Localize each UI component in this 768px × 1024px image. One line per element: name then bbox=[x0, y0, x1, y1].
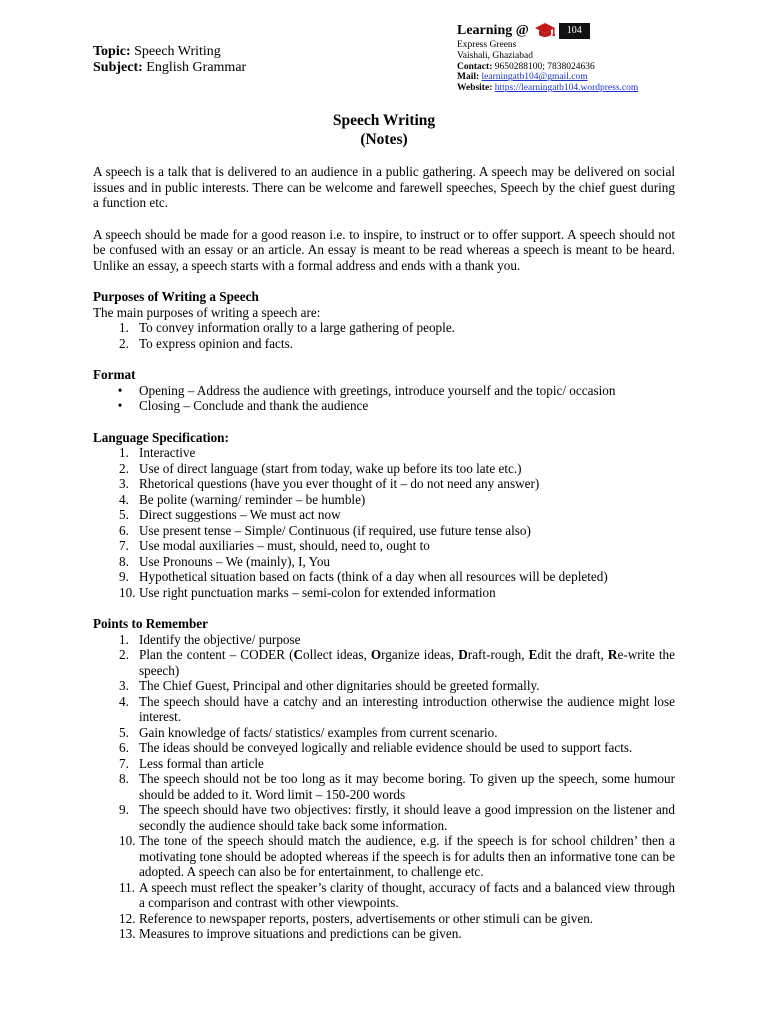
subject-value: English Grammar bbox=[146, 60, 247, 75]
list-item-text: Gain knowledge of facts/ statistics/ examples from current scenario. bbox=[139, 724, 498, 740]
list-item: 6. Use present tense – Simple/ Continuous (if required, use future tense also) bbox=[93, 523, 675, 539]
list-item: 1. Identify the objective/ purpose bbox=[93, 632, 675, 648]
list-item-text: Opening – Address the audience with greetings, introduce yourself and the topic/ occasion bbox=[139, 382, 616, 398]
list-item bbox=[93, 398, 675, 414]
list-item: 2. To express opinion and facts. bbox=[93, 336, 675, 352]
list-item: 3. The Chief Guest, Principal and other dignitaries should be greeted formally. bbox=[93, 678, 675, 694]
language-list bbox=[93, 445, 675, 600]
mail-label: Mail: bbox=[457, 72, 480, 83]
purposes-lead: The main purposes of writing a speech are: bbox=[93, 304, 321, 320]
list-item-text: Closing – Conclude and thank the audience bbox=[139, 398, 369, 413]
list-item-text: Use Pronouns – We (mainly), I, You bbox=[139, 553, 331, 569]
list-item-text: Be polite (warning/ reminder – be humble) bbox=[139, 491, 366, 507]
address-line-2: Vaishali, Ghaziabad bbox=[457, 50, 533, 61]
mail-link[interactable]: learningatb104@gmail.com bbox=[481, 72, 588, 83]
list-item: 2. Use of direct language (start from today, wake up before its too late etc.) bbox=[93, 461, 675, 477]
list-item: 5. Gain knowledge of facts/ statistics/ examples from current scenario. bbox=[93, 725, 675, 741]
topic-subject-block bbox=[93, 44, 246, 76]
topic-value: Speech Writing bbox=[134, 44, 221, 59]
website-link[interactable]: https://learningatb104.wordpress.com bbox=[494, 83, 639, 94]
list-item-text: The speech should have a catchy and an interesting introduction otherwise the audience might lose interest. bbox=[139, 693, 675, 724]
brand-block bbox=[457, 22, 638, 94]
list-item: 8. The speech should not be too long as it may become boring. To given up the speech, some humour should be added to it. Word limit – 150-200 words bbox=[119, 771, 675, 802]
list-item: 11. A speech must reflect the speaker’s clarity of thought, accuracy of facts and a balanced view through a comparison and contrast with other viewpoints. bbox=[119, 879, 675, 910]
contact-label: Contact: bbox=[457, 61, 493, 72]
contact-line bbox=[457, 62, 638, 73]
format-heading: Format bbox=[93, 367, 136, 382]
language-heading: Language Specification: bbox=[93, 429, 229, 445]
website-label: Website: bbox=[457, 83, 493, 94]
intro-paragraph-1: A speech is a talk that is delivered to an audience in a public gathering. A speech may be delivered on social issues and in public interests. There can be welcome and farewell speeches, Speech by the chief guest during a function etc. bbox=[93, 164, 675, 210]
document-title bbox=[0, 111, 768, 149]
list-item: 8. Use Pronouns – We (mainly), I, You bbox=[93, 554, 675, 570]
mail-line bbox=[457, 72, 638, 83]
list-item: 2. Plan the content – CODER (Collect ideas, Organize ideas, Draft-rough, Edit the draft, Re-write the speech) bbox=[119, 647, 675, 678]
list-item: 7. Use modal auxiliaries – must, should, need to, ought to bbox=[93, 538, 675, 554]
list-item-text: To express opinion and facts. bbox=[139, 335, 293, 351]
list-item-text: Direct suggestions – We must act now bbox=[139, 507, 341, 522]
list-item: 4. The speech should have a catchy and an interesting introduction otherwise the audience might lose interest. bbox=[119, 693, 675, 724]
contact-value: 9650288100; 7838024636 bbox=[494, 61, 595, 72]
list-item-text: Identify the objective/ purpose bbox=[139, 631, 301, 647]
brand-badge: 104 bbox=[559, 23, 590, 39]
list-item: 7. Less formal than article bbox=[93, 756, 675, 772]
title-line-1: Speech Writing bbox=[332, 112, 436, 129]
list-item: 9. The speech should have two objectives: firstly, it should leave a good impression on the listener and secondly the audience should take back some information. bbox=[119, 802, 675, 833]
list-item: 9. Hypothetical situation based on facts (think of a day when all resources will be depleted) bbox=[93, 569, 675, 585]
list-item: 10. The tone of the speech should match the audience, e.g. if the speech is for school children’ then a motivating tone should be adopted whereas if the speech is for adults then an informative tone can be adopted. A speech can also be for entertainment, to challenge etc. bbox=[119, 833, 675, 879]
title-line-2: (Notes) bbox=[360, 131, 408, 148]
list-item bbox=[93, 383, 675, 399]
list-item: 6. The ideas should be conveyed logically and reliable evidence should be used to support facts. bbox=[93, 740, 675, 756]
list-item-text: The tone of the speech should match the audience, e.g. if the speech is for school children’ then a motivating tone should be adopted whereas if the speech is for adults then an informative tone can be adopted. A speech can also be for entertainment, to challenge etc. bbox=[139, 833, 675, 879]
address-line-1: Express Greens bbox=[457, 40, 517, 50]
list-item-text: Reference to newspaper reports, posters, advertisements or other stimuli can be given. bbox=[139, 910, 594, 926]
purposes-list bbox=[93, 320, 675, 351]
topic-line bbox=[93, 44, 246, 60]
format-list bbox=[93, 383, 675, 414]
document-content bbox=[93, 164, 675, 958]
list-item-text: The ideas should be conveyed logically and reliable evidence should be used to support facts. bbox=[139, 740, 633, 755]
bullet-icon: • bbox=[117, 382, 123, 398]
intro-paragraph-2: A speech should be made for a good reason i.e. to inspire, to instruct or to offer support. A speech should not be confused with an essay or an article. An essay is meant to be read whereas a speech is meant to be heard. Unlike an essay, a speech starts with a formal address and ends with a thank you. bbox=[93, 226, 675, 273]
list-item: 3. Rhetorical questions (have you ever thought of it – do not need any answer) bbox=[93, 476, 675, 492]
list-item-text: Measures to improve situations and predictions can be given. bbox=[139, 926, 462, 941]
list-item: 1. Interactive bbox=[93, 445, 675, 461]
list-item-text: Use of direct language (start from today, wake up before its too late etc.) bbox=[139, 460, 522, 476]
list-item: 10. Use right punctuation marks – semi-colon for extended information bbox=[93, 585, 675, 601]
list-item: 12. Reference to newspaper reports, posters, advertisements or other stimuli can be given. bbox=[93, 911, 675, 927]
list-item-text: Plan the content – CODER (Collect ideas, Organize ideas, Draft-rough, Edit the draft, Re-write the speech) bbox=[139, 647, 675, 678]
brand-name: Learning @ bbox=[457, 23, 529, 38]
list-item-text: To convey information orally to a large gathering of people. bbox=[139, 320, 455, 335]
list-item-text: Rhetorical questions (have you ever thought of it – do not need any answer) bbox=[139, 476, 540, 491]
list-item-text: Interactive bbox=[139, 445, 196, 460]
subject-line bbox=[93, 60, 246, 76]
list-item: 13. Measures to improve situations and predictions can be given. bbox=[93, 926, 675, 942]
list-item-text: Use modal auxiliaries – must, should, need to, ought to bbox=[139, 538, 430, 553]
list-item-text: A speech must reflect the speaker’s clarity of thought, accuracy of facts and a balanced view through a comparison and contrast with other viewpoints. bbox=[139, 879, 675, 910]
list-item: 5. Direct suggestions – We must act now bbox=[93, 507, 675, 523]
list-item-text: The speech should not be too long as it may become boring. To given up the speech, some humour should be added to it. Word limit – 150-200 words bbox=[139, 771, 675, 802]
list-item-text: The Chief Guest, Principal and other dignitaries should be greeted formally. bbox=[139, 678, 540, 693]
graduation-cap-logo-icon bbox=[533, 22, 557, 40]
list-item: 4. Be polite (warning/ reminder – be humble) bbox=[93, 492, 675, 508]
list-item-text: Hypothetical situation based on facts (think of a day when all resources will be depleted) bbox=[139, 569, 608, 584]
list-item-text: Less formal than article bbox=[139, 755, 264, 771]
list-item-text: The speech should have two objectives: firstly, it should leave a good impression on the listener and secondly the audience should take back some information. bbox=[139, 802, 675, 833]
purposes-heading: Purposes of Writing a Speech bbox=[93, 289, 259, 304]
points-heading: Points to Remember bbox=[93, 616, 208, 631]
list-item: 1. To convey information orally to a large gathering of people. bbox=[93, 320, 675, 336]
points-list bbox=[93, 632, 675, 942]
subject-label: Subject: bbox=[93, 60, 143, 75]
topic-label: Topic: bbox=[93, 44, 131, 59]
list-item-text: Use present tense – Simple/ Continuous (if required, use future tense also) bbox=[139, 522, 531, 538]
brand-logo bbox=[533, 22, 590, 40]
brand-title bbox=[457, 22, 638, 40]
list-item-text: Use right punctuation marks – semi-colon for extended information bbox=[139, 584, 496, 600]
website-line bbox=[457, 83, 638, 94]
bullet-icon: • bbox=[117, 398, 123, 413]
